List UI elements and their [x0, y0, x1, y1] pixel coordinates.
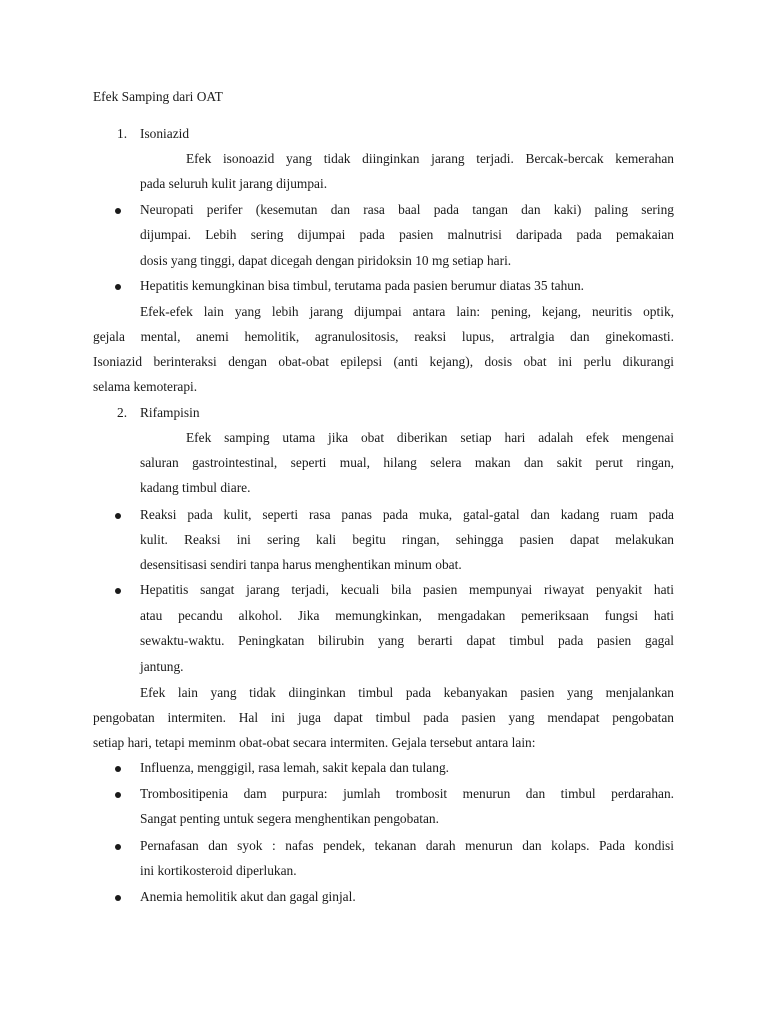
text-line: pengobatan intermiten. Hal ini juga dapat timbul pada pasien yang mendapat pengobatan [93, 710, 674, 725]
bullet-icon [115, 588, 121, 594]
bullet-icon [115, 284, 121, 290]
bullet-icon [115, 208, 121, 214]
text-line: Efek isonoazid yang tidak diinginkan jarang terjadi. Bercak-bercak kemerahan [186, 151, 674, 166]
bullet-icon [115, 895, 121, 901]
text-line: Trombositipenia dam purpura: jumlah trombosit menurun dan timbul perdarahan. [140, 786, 674, 801]
text-line: setiap hari, tetapi meminm obat-obat secara intermiten. Gejala tersebut antara lain: [93, 735, 536, 750]
section-number: 1. [117, 126, 128, 141]
text-line: sewaktu-waktu. Peningkatan bilirubin yang berarti dapat timbul pada pasien gagal [140, 633, 674, 648]
text-line: gejala mental, anemi hemolitik, agranulositosis, reaksi lupus, artralgia dan ginekomasti. [93, 329, 674, 344]
section-heading: Isoniazid [140, 126, 190, 141]
text-line: dosis yang tinggi, dapat dicegah dengan piridoksin 10 mg setiap hari. [140, 253, 512, 268]
section-heading: Rifampisin [140, 405, 200, 420]
text-line: desensitisasi sendiri tanpa harus menghentikan minum obat. [140, 557, 462, 572]
text-line: Hepatitis kemungkinan bisa timbul, terutama pada pasien berumur diatas 35 tahun. [140, 278, 585, 293]
text-line: ini kortikosteroid diperlukan. [140, 863, 297, 878]
bullet-icon [115, 792, 121, 798]
bullet-icon [115, 766, 121, 772]
text-line: jantung. [140, 659, 184, 674]
text-line: Efek-efek lain yang lebih jarang dijumpai antara lain: pening, kejang, neuritis optik, [140, 304, 674, 319]
bullet-icon [115, 513, 121, 519]
text-line: Sangat penting untuk segera menghentikan pengobatan. [140, 811, 439, 826]
text-line: kulit. Reaksi ini sering kali begitu ringan, sehingga pasien dapat melakukan [140, 532, 674, 547]
text-line: pada seluruh kulit jarang dijumpai. [140, 176, 328, 191]
text-line: Anemia hemolitik akut dan gagal ginjal. [140, 889, 356, 904]
bullet-icon [115, 844, 121, 850]
section-number: 2. [117, 405, 128, 420]
text-line: atau pecandu alkohol. Jika memungkinkan, mengadakan pemeriksaan fungsi hati [140, 608, 674, 623]
page-title: Efek Samping dari OAT [93, 89, 223, 104]
text-line: Efek lain yang tidak diinginkan timbul pada kebanyakan pasien yang menjalankan [140, 685, 674, 700]
text-line: kadang timbul diare. [140, 480, 251, 495]
text-line: Neuropati perifer (kesemutan dan rasa baal pada tangan dan kaki) paling sering [140, 202, 674, 217]
text-line: Isoniazid berinteraksi dengan obat-obat epilepsi (anti kejang), dosis obat ini perlu dikurangi [93, 354, 674, 369]
text-line: saluran gastrointestinal, seperti mual, hilang selera makan dan sakit perut ringan, [140, 455, 674, 470]
text-line: dijumpai. Lebih sering dijumpai pada pasien malnutrisi daripada pada pemakaian [140, 227, 674, 242]
text-line: Pernafasan dan syok : nafas pendek, tekanan darah menurun dan kolaps. Pada kondisi [140, 838, 674, 853]
text-line: Hepatitis sangat jarang terjadi, kecuali bila pasien mempunyai riwayat penyakit hati [140, 582, 674, 597]
text-line: Efek samping utama jika obat diberikan setiap hari adalah efek mengenai [186, 430, 674, 445]
text-line: Influenza, menggigil, rasa lemah, sakit kepala dan tulang. [140, 760, 449, 775]
text-line: selama kemoterapi. [93, 379, 198, 394]
text-line: Reaksi pada kulit, seperti rasa panas pada muka, gatal-gatal dan kadang ruam pada [140, 507, 674, 522]
